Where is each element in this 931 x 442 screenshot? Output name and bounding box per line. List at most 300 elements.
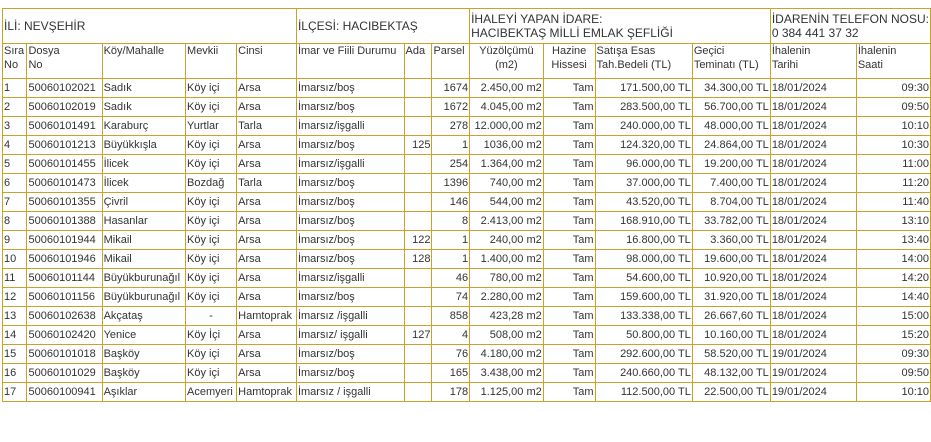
table-row: [3, 250, 931, 269]
cell-ihale-saati: 09:50: [856, 364, 930, 383]
cell-sira-no: 8: [3, 212, 27, 231]
cell-ihale-tarihi: 18/01/2024: [770, 155, 856, 174]
cell-sira-no: 16: [3, 364, 27, 383]
cell-ihale-tarihi: 18/01/2024: [770, 117, 856, 136]
cell-cinsi: Arsa: [237, 250, 297, 269]
cell-dosya-no: 50060101018: [27, 345, 102, 364]
cell-sira-no: 11: [3, 269, 27, 288]
cell-cinsi: Arsa: [237, 364, 297, 383]
table-row: [3, 98, 931, 117]
cell-koy-mahalle: Hasanlar: [102, 212, 185, 231]
cell-imar-durumu: İmarsız/ işgalli: [296, 326, 404, 345]
table-row: [3, 345, 931, 364]
cell-hazine-hissesi: Tam: [543, 250, 595, 269]
table-row: [3, 364, 931, 383]
table-row: [3, 117, 931, 136]
cell-ada: 122: [404, 231, 432, 250]
cell-yuzolcumu: 1.125,00 m2: [470, 383, 544, 402]
cell-parsel: 278: [432, 117, 470, 136]
cell-cinsi: Arsa: [237, 212, 297, 231]
cell-gecici-teminat: 19.200,00 TL: [692, 155, 770, 174]
cell-ihale-tarihi: 19/01/2024: [770, 383, 856, 402]
cell-imar-durumu: İmarsız/işgalli: [296, 117, 404, 136]
cell-gecici-teminat: 24.864,00 TL: [692, 136, 770, 155]
table-row: [3, 307, 931, 326]
cell-koy-mahalle: Karaburç: [102, 117, 185, 136]
header-text: (m2): [495, 59, 518, 71]
cell-ihale-tarihi: 18/01/2024: [770, 79, 856, 98]
table-row: [3, 231, 931, 250]
cell-ihale-tarihi: 18/01/2024: [770, 250, 856, 269]
cell-hazine-hissesi: Tam: [543, 117, 595, 136]
cell-dosya-no: 50060101946: [27, 250, 102, 269]
cell-koy-mahalle: Mikail: [102, 231, 185, 250]
cell-sira-no: 7: [3, 193, 27, 212]
cell-koy-mahalle: Sadık: [102, 98, 185, 117]
cell-tah-bedeli: 283.500,00 TL: [595, 98, 692, 117]
header-text: Tarihi: [771, 59, 799, 71]
cell-tah-bedeli: 133.338,00 TL: [595, 307, 692, 326]
cell-hazine-hissesi: Tam: [543, 98, 595, 117]
header-sira-no: [3, 44, 27, 79]
authority-value: HACIBEKTAŞ MİLLİ EMLAK ŞEFLİĞİ: [471, 26, 673, 40]
cell-ada: [404, 212, 432, 231]
cell-imar-durumu: İmarsız/boş: [296, 250, 404, 269]
cell-yuzolcumu: 508,00 m2: [470, 326, 544, 345]
cell-parsel: 4: [432, 326, 470, 345]
cell-hazine-hissesi: Tam: [543, 383, 595, 402]
cell-ada: [404, 288, 432, 307]
cell-yuzolcumu: 1.400,00 m2: [470, 250, 544, 269]
cell-ihale-saati: 10:10: [856, 117, 930, 136]
cell-ada: [404, 345, 432, 364]
cell-yuzolcumu: 780,00 m2: [470, 269, 544, 288]
cell-ihale-tarihi: 18/01/2024: [770, 212, 856, 231]
cell-koy-mahalle: Aşıklar: [102, 383, 185, 402]
header-text: Sıra: [4, 45, 25, 57]
cell-hazine-hissesi: Tam: [543, 307, 595, 326]
header-ihale-saati: [856, 44, 930, 79]
cell-yuzolcumu: 544,00 m2: [470, 193, 544, 212]
header-koy-mahalle: [102, 44, 185, 79]
cell-imar-durumu: İmarsız/boş: [296, 345, 404, 364]
header-row: [3, 44, 931, 79]
cell-tah-bedeli: 37.000,00 TL: [595, 174, 692, 193]
cell-ihale-saati: 14:40: [856, 288, 930, 307]
cell-gecici-teminat: 34.300,00 TL: [692, 79, 770, 98]
cell-yuzolcumu: 3.438,00 m2: [470, 364, 544, 383]
cell-parsel: 1: [432, 231, 470, 250]
cell-ihale-saati: 11:40: [856, 193, 930, 212]
cell-mevkii: Köy içi: [186, 231, 237, 250]
cell-hazine-hissesi: Tam: [543, 212, 595, 231]
cell-cinsi: Arsa: [237, 326, 297, 345]
cell-ada: [404, 193, 432, 212]
cell-hazine-hissesi: Tam: [543, 155, 595, 174]
cell-koy-mahalle: Büyükburunağıl: [102, 269, 185, 288]
cell-parsel: 1674: [432, 79, 470, 98]
cell-ihale-tarihi: 18/01/2024: [770, 98, 856, 117]
cell-ada: 127: [404, 326, 432, 345]
cell-sira-no: 9: [3, 231, 27, 250]
info-row: [3, 9, 931, 44]
cell-gecici-teminat: 8.704,00 TL: [692, 193, 770, 212]
cell-parsel: 254: [432, 155, 470, 174]
header-text: Parsel: [433, 45, 465, 57]
cell-mevkii: Köy içi: [186, 212, 237, 231]
cell-ihale-saati: 09:30: [856, 345, 930, 364]
cell-gecici-teminat: 48.132,00 TL: [692, 364, 770, 383]
header-ihale-tarihi: [770, 44, 856, 79]
cell-cinsi: Tarla: [237, 117, 297, 136]
cell-tah-bedeli: 54.600,00 TL: [595, 269, 692, 288]
cell-ihale-saati: 11:20: [856, 174, 930, 193]
cell-dosya-no: 50060101491: [27, 117, 102, 136]
header-text: Köy/Mahalle: [103, 45, 165, 57]
cell-ihale-saati: 11:00: [856, 155, 930, 174]
cell-ihale-saati: 14:20: [856, 269, 930, 288]
cell-koy-mahalle: Büyükkışla: [102, 136, 185, 155]
cell-tah-bedeli: 16.800,00 TL: [595, 231, 692, 250]
cell-parsel: 74: [432, 288, 470, 307]
cell-hazine-hissesi: Tam: [543, 136, 595, 155]
cell-hazine-hissesi: Tam: [543, 364, 595, 383]
cell-yuzolcumu: 4.180,00 m2: [470, 345, 544, 364]
cell-cinsi: Arsa: [237, 231, 297, 250]
cell-dosya-no: 50060101944: [27, 231, 102, 250]
cell-parsel: 1672: [432, 98, 470, 117]
cell-imar-durumu: İmarsız/boş: [296, 212, 404, 231]
cell-dosya-no: 50060101355: [27, 193, 102, 212]
cell-gecici-teminat: 22.500,00 TL: [692, 383, 770, 402]
cell-parsel: 76: [432, 345, 470, 364]
cell-ihale-tarihi: 18/01/2024: [770, 136, 856, 155]
cell-ihale-tarihi: 18/01/2024: [770, 307, 856, 326]
cell-parsel: 1396: [432, 174, 470, 193]
cell-parsel: 1: [432, 136, 470, 155]
cell-mevkii: Köy içi: [186, 98, 237, 117]
cell-imar-durumu: İmarsız / işgalli: [296, 383, 404, 402]
cell-tah-bedeli: 124.320,00 TL: [595, 136, 692, 155]
cell-mevkii: Bozdağ: [186, 174, 237, 193]
cell-cinsi: Hamtoprak: [237, 383, 297, 402]
cell-imar-durumu: İmarsız/boş: [296, 98, 404, 117]
cell-mevkii: Köy içi: [186, 79, 237, 98]
header-text: Teminatı (TL): [693, 59, 759, 71]
cell-koy-mahalle: Başköy: [102, 345, 185, 364]
cell-sira-no: 2: [3, 98, 27, 117]
cell-yuzolcumu: 1.364,00 m2: [470, 155, 544, 174]
cell-mevkii: Köy içi: [186, 250, 237, 269]
district-cell: [296, 9, 469, 44]
cell-gecici-teminat: 7.400,00 TL: [692, 174, 770, 193]
cell-gecici-teminat: 10.160,00 TL: [692, 326, 770, 345]
cell-parsel: 858: [432, 307, 470, 326]
cell-imar-durumu: İmarsız/işgalli: [296, 155, 404, 174]
table-row: [3, 212, 931, 231]
cell-sira-no: 3: [3, 117, 27, 136]
cell-yuzolcumu: 423,28 m2: [470, 307, 544, 326]
authority-label: İHALEYİ YAPAN İDARE:: [471, 12, 603, 26]
cell-tah-bedeli: 292.600,00 TL: [595, 345, 692, 364]
cell-koy-mahalle: Akçataş: [102, 307, 185, 326]
header-text: Yüzölçümü: [479, 45, 534, 57]
cell-ada: [404, 383, 432, 402]
cell-imar-durumu: İmarsız/boş: [296, 288, 404, 307]
cell-sira-no: 15: [3, 345, 27, 364]
cell-cinsi: Arsa: [237, 345, 297, 364]
header-imar-durumu: [296, 44, 404, 79]
cell-dosya-no: 50060101144: [27, 269, 102, 288]
cell-tah-bedeli: 159.600,00 TL: [595, 288, 692, 307]
phone-label: İDARENİN TELEFON NOSU:: [771, 12, 929, 26]
cell-ihale-tarihi: 18/01/2024: [770, 326, 856, 345]
cell-sira-no: 17: [3, 383, 27, 402]
cell-ada: [404, 98, 432, 117]
header-hazine-hissesi: [543, 44, 595, 79]
cell-yuzolcumu: 2.413,00 m2: [470, 212, 544, 231]
cell-mevkii: Acemyeri: [186, 383, 237, 402]
header-text: No: [4, 59, 19, 71]
cell-gecici-teminat: 31.920,00 TL: [692, 288, 770, 307]
header-text: İhalenin: [771, 45, 811, 57]
cell-cinsi: Arsa: [237, 288, 297, 307]
authority-cell: [470, 9, 771, 44]
cell-mevkii: Köy içi: [186, 136, 237, 155]
cell-tah-bedeli: 240.000,00 TL: [595, 117, 692, 136]
cell-hazine-hissesi: Tam: [543, 231, 595, 250]
cell-ihale-saati: 15:20: [856, 326, 930, 345]
cell-sira-no: 1: [3, 79, 27, 98]
cell-dosya-no: 50060101388: [27, 212, 102, 231]
cell-tah-bedeli: 98.000,00 TL: [595, 250, 692, 269]
cell-koy-mahalle: Çivril: [102, 193, 185, 212]
header-text: İhalenin: [857, 45, 897, 57]
cell-ihale-saati: 14:00: [856, 250, 930, 269]
cell-cinsi: Arsa: [237, 136, 297, 155]
cell-ada: 128: [404, 250, 432, 269]
cell-dosya-no: 50060101455: [27, 155, 102, 174]
cell-dosya-no: 50060102420: [27, 326, 102, 345]
cell-parsel: 1: [432, 250, 470, 269]
cell-yuzolcumu: 1036,00 m2: [470, 136, 544, 155]
cell-sira-no: 5: [3, 155, 27, 174]
cell-mevkii: Köy içi: [186, 364, 237, 383]
cell-ada: [404, 269, 432, 288]
cell-imar-durumu: İmarsız/boş: [296, 174, 404, 193]
table-row: [3, 288, 931, 307]
table-row: [3, 174, 931, 193]
table-row: [3, 193, 931, 212]
cell-imar-durumu: İmarsız/boş: [296, 79, 404, 98]
cell-tah-bedeli: 50.800,00 TL: [595, 326, 692, 345]
cell-cinsi: Tarla: [237, 174, 297, 193]
cell-ada: [404, 117, 432, 136]
cell-ada: [404, 79, 432, 98]
cell-yuzolcumu: 2.280,00 m2: [470, 288, 544, 307]
province-label: İLİ: NEVŞEHİR: [4, 19, 86, 33]
cell-cinsi: Arsa: [237, 269, 297, 288]
phone-cell: [770, 9, 930, 44]
header-parsel: [432, 44, 470, 79]
table-row: [3, 155, 931, 174]
cell-hazine-hissesi: Tam: [543, 345, 595, 364]
phone-value: 0 384 441 37 32: [771, 26, 859, 40]
cell-sira-no: 14: [3, 326, 27, 345]
header-dosya-no: [27, 44, 102, 79]
cell-cinsi: Arsa: [237, 79, 297, 98]
cell-tah-bedeli: 96.000,00 TL: [595, 155, 692, 174]
cell-dosya-no: 50060101473: [27, 174, 102, 193]
table-row: [3, 326, 931, 345]
cell-ada: [404, 174, 432, 193]
cell-parsel: 8: [432, 212, 470, 231]
cell-gecici-teminat: 48.000,00 TL: [692, 117, 770, 136]
cell-yuzolcumu: 12.000,00 m2: [470, 117, 544, 136]
auction-table: [2, 8, 931, 402]
header-mevkii: [186, 44, 237, 79]
cell-ihale-tarihi: 19/01/2024: [770, 364, 856, 383]
cell-yuzolcumu: 740,00 m2: [470, 174, 544, 193]
cell-ihale-tarihi: 18/01/2024: [770, 231, 856, 250]
cell-ihale-tarihi: 18/01/2024: [770, 288, 856, 307]
cell-koy-mahalle: Büyükburunağıl: [102, 288, 185, 307]
cell-mevkii: Yurtlar: [186, 117, 237, 136]
cell-sira-no: 10: [3, 250, 27, 269]
cell-tah-bedeli: 43.520,00 TL: [595, 193, 692, 212]
table-row: [3, 383, 931, 402]
cell-parsel: 165: [432, 364, 470, 383]
header-text: Tah.Bedeli (TL): [596, 59, 672, 71]
cell-ihale-saati: 10:10: [856, 383, 930, 402]
cell-cinsi: Hamtoprak: [237, 307, 297, 326]
cell-imar-durumu: İmarsız/boş: [296, 193, 404, 212]
header-text: Mevkii: [187, 45, 219, 57]
cell-dosya-no: 50060102638: [27, 307, 102, 326]
header-cinsi: [237, 44, 297, 79]
header-tah-bedeli: [595, 44, 692, 79]
cell-ihale-tarihi: 18/01/2024: [770, 193, 856, 212]
cell-tah-bedeli: 240.660,00 TL: [595, 364, 692, 383]
cell-imar-durumu: İmarsız/boş: [296, 136, 404, 155]
cell-yuzolcumu: 240,00 m2: [470, 231, 544, 250]
cell-koy-mahalle: Sadık: [102, 79, 185, 98]
cell-hazine-hissesi: Tam: [543, 193, 595, 212]
cell-parsel: 178: [432, 383, 470, 402]
cell-gecici-teminat: 10.920,00 TL: [692, 269, 770, 288]
cell-sira-no: 6: [3, 174, 27, 193]
header-text: Saati: [857, 59, 883, 71]
cell-mevkii: Köy içi: [186, 288, 237, 307]
cell-ihale-saati: 09:50: [856, 98, 930, 117]
header-yuzolcumu: [470, 44, 544, 79]
cell-tah-bedeli: 168.910,00 TL: [595, 212, 692, 231]
cell-ada: [404, 364, 432, 383]
cell-koy-mahalle: İlicek: [102, 155, 185, 174]
cell-dosya-no: 50060100941: [27, 383, 102, 402]
cell-parsel: 146: [432, 193, 470, 212]
header-text: Dosya: [28, 45, 60, 57]
header-gecici-teminat: [692, 44, 770, 79]
table-row: [3, 269, 931, 288]
cell-ada: [404, 155, 432, 174]
cell-ihale-tarihi: 19/01/2024: [770, 345, 856, 364]
cell-sira-no: 12: [3, 288, 27, 307]
cell-hazine-hissesi: Tam: [543, 174, 595, 193]
cell-imar-durumu: İmarsız /işgalli: [296, 307, 404, 326]
cell-dosya-no: 50060101213: [27, 136, 102, 155]
cell-ihale-saati: 15:00: [856, 307, 930, 326]
cell-mevkii: Köy içi: [186, 269, 237, 288]
header-text: Geçici: [693, 45, 725, 57]
district-label: İLÇESİ: HACIBEKTAŞ: [297, 19, 418, 33]
cell-yuzolcumu: 4.045,00 m2: [470, 98, 544, 117]
cell-gecici-teminat: 3.360,00 TL: [692, 231, 770, 250]
cell-mevkii: Köy içi: [186, 345, 237, 364]
cell-koy-mahalle: İlicek: [102, 174, 185, 193]
cell-ihale-tarihi: 18/01/2024: [770, 174, 856, 193]
cell-hazine-hissesi: Tam: [543, 326, 595, 345]
cell-gecici-teminat: 26.667,60 TL: [692, 307, 770, 326]
cell-dosya-no: 50060101029: [27, 364, 102, 383]
header-ada: [404, 44, 432, 79]
cell-imar-durumu: İmarsız/boş: [296, 231, 404, 250]
header-text: Satışa Esas: [596, 45, 656, 57]
cell-ihale-saati: 13:40: [856, 231, 930, 250]
cell-cinsi: Arsa: [237, 98, 297, 117]
cell-ihale-saati: 09:30: [856, 79, 930, 98]
cell-mevkii: Köy içi: [186, 155, 237, 174]
cell-sira-no: 13: [3, 307, 27, 326]
cell-tah-bedeli: 171.500,00 TL: [595, 79, 692, 98]
cell-yuzolcumu: 2.450,00 m2: [470, 79, 544, 98]
cell-hazine-hissesi: Tam: [543, 269, 595, 288]
cell-dosya-no: 50060101156: [27, 288, 102, 307]
table-row: [3, 136, 931, 155]
cell-imar-durumu: İmarsız/boş: [296, 364, 404, 383]
cell-dosya-no: 50060102021: [27, 79, 102, 98]
province-cell: [3, 9, 297, 44]
cell-mevkii: Köy İçi: [186, 326, 237, 345]
cell-cinsi: Arsa: [237, 193, 297, 212]
cell-mevkii: -: [186, 307, 237, 326]
header-text: Cinsi: [238, 45, 263, 57]
cell-koy-mahalle: Yenice: [102, 326, 185, 345]
cell-hazine-hissesi: Tam: [543, 79, 595, 98]
cell-sira-no: 4: [3, 136, 27, 155]
header-text: Hissesi: [551, 59, 587, 71]
header-text: Ada: [405, 45, 426, 57]
cell-ihale-tarihi: 18/01/2024: [770, 269, 856, 288]
cell-ihale-saati: 10:30: [856, 136, 930, 155]
cell-parsel: 46: [432, 269, 470, 288]
table-row: [3, 79, 931, 98]
cell-tah-bedeli: 112.500,00 TL: [595, 383, 692, 402]
cell-hazine-hissesi: Tam: [543, 288, 595, 307]
cell-dosya-no: 50060102019: [27, 98, 102, 117]
cell-koy-mahalle: Başköy: [102, 364, 185, 383]
cell-mevkii: Köy içi: [186, 193, 237, 212]
cell-gecici-teminat: 33.782,00 TL: [692, 212, 770, 231]
cell-ada: [404, 307, 432, 326]
cell-ihale-saati: 13:10: [856, 212, 930, 231]
cell-ada: 125: [404, 136, 432, 155]
header-text: No: [28, 59, 43, 71]
header-text: İmar ve Fiili Durumu: [297, 45, 397, 57]
cell-gecici-teminat: 58.520,00 TL: [692, 345, 770, 364]
cell-gecici-teminat: 56.700,00 TL: [692, 98, 770, 117]
cell-koy-mahalle: Mikail: [102, 250, 185, 269]
